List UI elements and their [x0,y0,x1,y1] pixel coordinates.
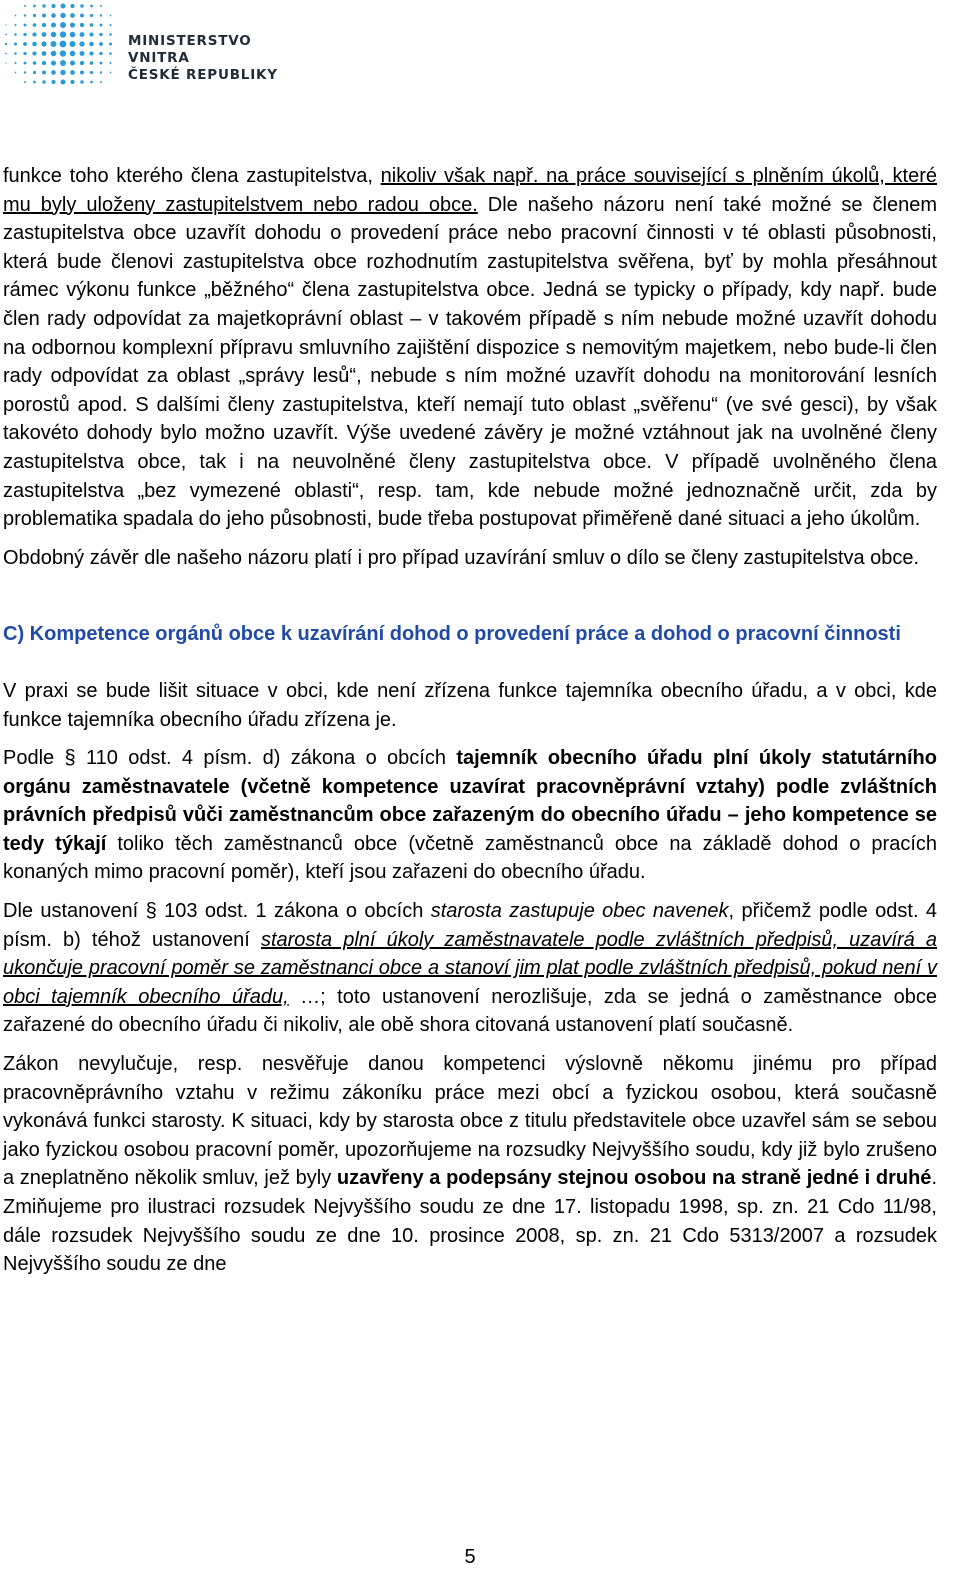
paragraph-2: Obdobný závěr dle našeho názoru platí i pro případ uzavírání smluv o dílo se členy zastupitelstva obce. [3,546,920,569]
paragraph-1: funkce toho kterého člena zastupitelstva, nikoliv však např. na práce související s plněním úkolů, které mu byly uloženy zastupitelstvem nebo radou obce. Dle našeho názoru není také možné se členem zastupitelstva obce uzavřít dohodu o provedení práce nebo pracovní činnosti v té oblasti působnosti, která bude členovi zastupitelstva obce rozhodnutím zastupitelstva svěřena, byť by mohla přesáhnout rámec výkonu funkce „běžného“ člena zastupitelstva obce. Jedná se typicky o případy, kdy např. bude člen rady odpovídat za majetkoprávní oblast – v takovém případě s ním nebude možné uzavřít dohodu na odbornou komplexní přípravu smluvního zajištění dispozice s nemovitým majetkem, nebo bude-li člen rady odpovídat za oblast „správy lesů“, nebude s ním možné uzavřít dohodu na monitorování lesních porostů apod. S dalšími členy zastupitelstva, kteří nemají tuto oblast „svěřenu“ (ve své gesci), by však takovéto dohody bylo možno uzavřít. Výše uvedené závěry je možné vztáhnout jak na uvolněné členy zastupitelstva obce, tak i na neuvolněné členy zastupitelstva obce. V případě uvolněného člena zastupitelstva „bez vymezené oblasti“, resp. tam, kde nebude možné jednoznačně určit, zda by problematika spadala do jeho působnosti, bude třeba postupovat přiměřeně dané situaci a jeho úkolům. [3,165,937,531]
paragraph-6: Zákon nevylučuje, resp. nesvěřuje danou kompetenci výslovně někomu jinému pro případ pracovněprávního vztahu v režimu zákoníku práce mezi obcí a fyzickou osobou, která současně vykonává funkci starosty. K situaci, kdy by starosta obce z titulu představitele obce uzavřel sám se sebou jako fyzickou osobou pracovní poměr, upozorňujeme na rozsudky Nejvyššího soudu, kdy již bylo zrušeno a zneplatněno několik smluv, jež byly uzavřeny a podepsány stejnou osobou na straně jedné i druhé. Zmiňujeme pro ilustraci rozsudek Nejvyššího soudu ze dne 17. listopadu 1998, sp. zn. 21 Cdo 11/98, dále rozsudek Nejvyššího soudu ze dne 10. prosince 2008, sp. zn. 21 Cdo 5313/2007 a rozsudek Nejvyššího soudu ze dne [3,1053,937,1276]
logo-line-2: ČESKÉ REPUBLIKY [128,67,278,83]
section-heading-c: C) Kompetence orgánů obce k uzavírání dohod o provedení práce a dohod o pracovní činnosti [3,623,901,646]
paragraph-4: Podle § 110 odst. 4 písm. d) zákona o obcích tajemník obecního úřadu plní úkoly statutárního orgánu zaměstnavatele (včetně kompetence uzavírat pracovněprávní vztahy) podle zvláštních právních předpisů vůči zaměstnancům obce zařazeným do obecního úřadu – jeho kompetence se tedy týkají toliko těch zaměstnanců obce (včetně zaměstnanců obce na základě dohod o pracích konaných mimo pracovní poměr), kteří jsou zařazeni do obecního úřadu. [3,747,937,884]
page-number: 5 [464,1546,476,1568]
logo-text [128,33,300,84]
paragraph-5: Dle ustanovení § 103 odst. 1 zákona o obcích starosta zastupuje obec navenek, přičemž podle odst. 4 písm. b) téhož ustanovení starosta plní úkoly zaměstnavatele podle zvláštních předpisů, uzavírá a ukončuje pracovní poměr se zaměstnanci obce a stanoví jim plat podle zvláštních předpisů, pokud není v obci tajemník obecního úřadu, …; toto ustanovení nerozlišuje, zda se jedná o zaměstnance obce zařazené do obecního úřadu či nikoliv, ale obě shora citovaná ustanovení platí současně. [3,900,937,1037]
body-text [3,162,937,1289]
logo-dots-icon [0,0,120,86]
ministry-logo [0,0,300,86]
logo-line-1: MINISTERSTVO VNITRA [128,33,252,66]
paragraph-3: V praxi se bude lišit situace v obci, kde není zřízena funkce tajemníka obecního úřadu, a v obci, kde funkce tajemníka obecního úřadu zřízena je. [3,679,937,731]
